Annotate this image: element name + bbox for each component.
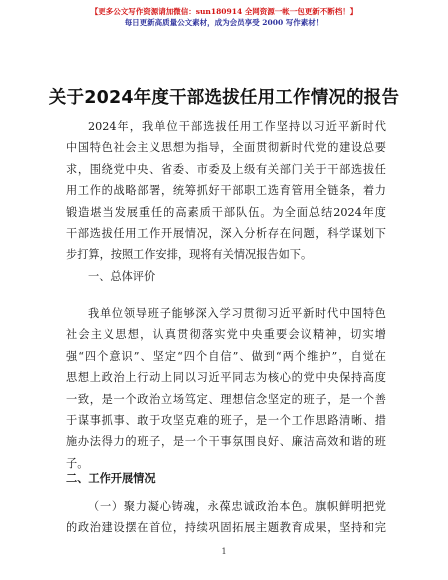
document-title: 关于2024年度干部选拔任用工作情况的报告 [48, 88, 400, 108]
section-heading: 二、工作开展情况 [66, 472, 156, 485]
intro-paragraph [66, 116, 386, 266]
text-line: 锻造堪当发展重任的高素质干部队伍。为全面总结2024年度 [66, 205, 386, 219]
text-line: 用工作的战略部署，统筹抓好干部职工选育管用全链条，着力 [66, 184, 386, 198]
section-2-paragraph [66, 496, 386, 539]
text-line: 子。 [66, 456, 89, 470]
text-line: 我单位领导班子能够深入学习贯彻习近平新时代中国特色 [88, 307, 386, 320]
text-line: 一致，是一个政治立场笃定、理想信念坚定的班子，是一个善 [66, 392, 386, 406]
text-line: 步打算，按照工作安排，现将有关情况报告如下。 [66, 248, 313, 262]
promo-banner-line-2: 每日更新高质量公文素材，成为会员享受 2000 写作素材！ [124, 18, 324, 27]
text-line: 2024年，我单位干部选拔任用工作坚持以习近平新时代 [88, 120, 386, 133]
promo-banner-line-1: 【更多公文写作资源请加微信：sun180914 全网资源一帐一包更新不断档！】 [90, 7, 358, 16]
text-line: 思想上政治上行动上同以习近平同志为核心的党中央保持高度 [66, 371, 386, 385]
text-line: 中国特色社会主义思想为指导，全面贯彻新时代党的建设总要 [66, 141, 386, 155]
section-heading: 一、总体评价 [88, 270, 156, 283]
text-line: 社会主义思想，认真贯彻落实党中央重要会议精神，切实增 [66, 328, 386, 342]
section-1-paragraph [66, 303, 386, 474]
text-line: 于谋事抓事、敢于攻坚克难的班子，是一个工作思路清晰、措 [66, 414, 386, 428]
text-line: 施办法得力的班子，是一个干事氛围良好、廉洁高效和谐的班 [66, 435, 386, 449]
text-line: 求，围绕党中央、省委、市委及上级有关部门关于干部选拔任 [66, 162, 386, 176]
text-line: 的政治建设摆在首位，持续巩固拓展主题教育成果，坚持和完 [66, 521, 386, 535]
text-line: 干部选拔任用工作开展情况，深入分析存在问题，科学谋划下 [66, 227, 386, 241]
text-line: （一）聚力凝心铸魂，永葆忠诚政治本色。旗帜鲜明把党 [88, 500, 386, 513]
text-line: 强“四个意识”、坚定“四个自信”、做到“两个维护”，自觉在 [66, 349, 386, 363]
section-1 [66, 266, 386, 287]
section-2 [66, 468, 386, 489]
page-number: 1 [221, 547, 227, 556]
